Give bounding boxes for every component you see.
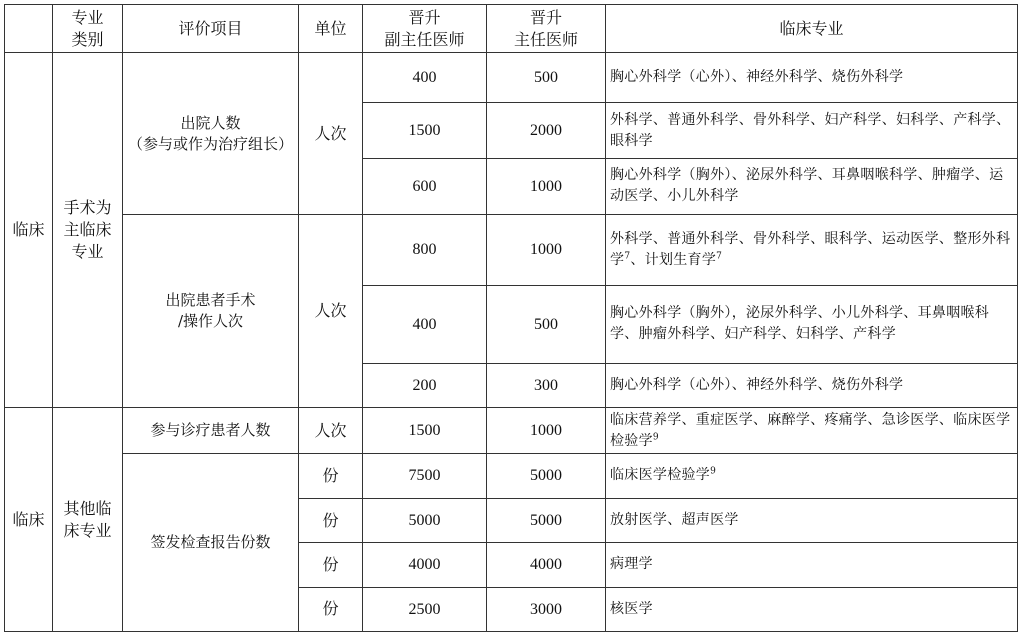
specialty-text-part1: 临床营养学、重症医学、麻醉学、疼痛学、急诊医学、临床医学检验学	[610, 411, 1011, 449]
deputy-value: 200	[363, 364, 487, 408]
specialty-text: 病理学	[606, 543, 1018, 587]
chief-value: 3000	[487, 587, 606, 631]
unit-cell: 人次	[299, 53, 363, 215]
header-deputy-chief	[363, 5, 487, 53]
header-row	[5, 5, 1018, 53]
chief-value: 500	[487, 285, 606, 364]
item-line1: 出院患者手术	[165, 291, 256, 310]
table-row	[5, 453, 1018, 498]
header-specialty: 临床专业	[606, 5, 1018, 53]
item-cell	[123, 53, 299, 215]
specialty-text: 核医学	[606, 587, 1018, 631]
subcategory-line1: 手术为	[63, 198, 112, 218]
header-category	[53, 5, 123, 53]
specialty-text: 外科学、普通外科学、骨外科学、妇产科学、妇科学、产科学、眼科学	[606, 103, 1018, 158]
item-cell: 参与诊疗患者人数	[123, 408, 299, 453]
header-deputy-line2: 副主任医师	[384, 29, 465, 49]
specialty-text-part2: 、计划生育学	[630, 251, 717, 268]
header-chief	[487, 5, 606, 53]
unit-cell: 份	[299, 543, 363, 587]
chief-value: 1000	[487, 215, 606, 285]
header-item: 评价项目	[123, 5, 299, 53]
deputy-value: 400	[363, 285, 487, 364]
chief-value: 300	[487, 364, 606, 408]
item-cell	[123, 215, 299, 408]
item-line1: 出院人数	[180, 113, 241, 132]
chief-value: 1000	[487, 408, 606, 453]
specialty-text: 放射医学、超声医学	[606, 499, 1018, 543]
item-line2: （参与或作为治疗组长）	[127, 134, 293, 153]
category-cell: 临床	[5, 408, 53, 632]
deputy-value: 7500	[363, 453, 487, 498]
item-line2: /操作人次	[177, 312, 244, 331]
deputy-value: 400	[363, 53, 487, 103]
header-unit: 单位	[299, 5, 363, 53]
item-cell: 签发检查报告份数	[123, 453, 299, 631]
chief-value: 4000	[487, 543, 606, 587]
deputy-value: 800	[363, 215, 487, 285]
specialty-text: 胸心外科学（心外）、神经外科学、烧伤外科学	[606, 364, 1018, 408]
header-category-line2: 类别	[71, 29, 104, 49]
header-chief-line1: 晋升	[529, 7, 562, 27]
deputy-value: 1500	[363, 103, 487, 158]
footnote-marker: 7	[624, 251, 631, 262]
specialty-text: 胸心外科学（胸外），泌尿外科学、小儿外科学、耳鼻咽喉科学、肿瘤外科学、妇产科学、妇科学、产科学	[606, 285, 1018, 364]
footnote-marker: 9	[710, 466, 717, 477]
specialty-text: 胸心外科学（胸外）、泌尿外科学、耳鼻咽喉科学、肿瘤学、运动医学、小儿外科学	[606, 158, 1018, 214]
header-category-line1: 专业	[71, 7, 104, 27]
chief-value: 5000	[487, 499, 606, 543]
subcategory-line1: 其他临	[63, 498, 112, 518]
chief-value: 500	[487, 53, 606, 103]
unit-cell: 份	[299, 453, 363, 498]
specialty-text	[606, 408, 1018, 453]
header-empty	[5, 5, 53, 53]
footnote-marker: 9	[652, 431, 659, 442]
specialty-text	[606, 453, 1018, 498]
table-row	[5, 215, 1018, 285]
chief-value: 1000	[487, 158, 606, 214]
specialty-text-part1: 外科学、普通外科学、骨外科学、眼科学、运动医学、整形外科学	[610, 230, 1011, 268]
subcategory-cell	[53, 408, 123, 632]
deputy-value: 600	[363, 158, 487, 214]
subcategory-line2: 床专业	[63, 520, 112, 540]
specialty-text: 胸心外科学（心外）、神经外科学、烧伤外科学	[606, 53, 1018, 103]
subcategory-line2: 主临床	[63, 220, 112, 240]
unit-cell: 人次	[299, 215, 363, 408]
evaluation-table	[4, 4, 1018, 632]
unit-cell: 份	[299, 499, 363, 543]
deputy-value: 4000	[363, 543, 487, 587]
subcategory-line3: 专业	[71, 242, 104, 262]
deputy-value: 1500	[363, 408, 487, 453]
header-chief-line2: 主任医师	[513, 29, 578, 49]
specialty-text-part1: 临床医学检验学	[610, 467, 711, 484]
unit-cell: 人次	[299, 408, 363, 453]
chief-value: 2000	[487, 103, 606, 158]
specialty-text	[606, 215, 1018, 285]
deputy-value: 5000	[363, 499, 487, 543]
chief-value: 5000	[487, 453, 606, 498]
footnote-marker: 7	[716, 251, 723, 262]
table-row	[5, 408, 1018, 453]
deputy-value: 2500	[363, 587, 487, 631]
header-deputy-line1: 晋升	[408, 7, 441, 27]
table-row	[5, 53, 1018, 103]
category-cell: 临床	[5, 53, 53, 408]
unit-cell: 份	[299, 587, 363, 631]
subcategory-cell	[53, 53, 123, 408]
